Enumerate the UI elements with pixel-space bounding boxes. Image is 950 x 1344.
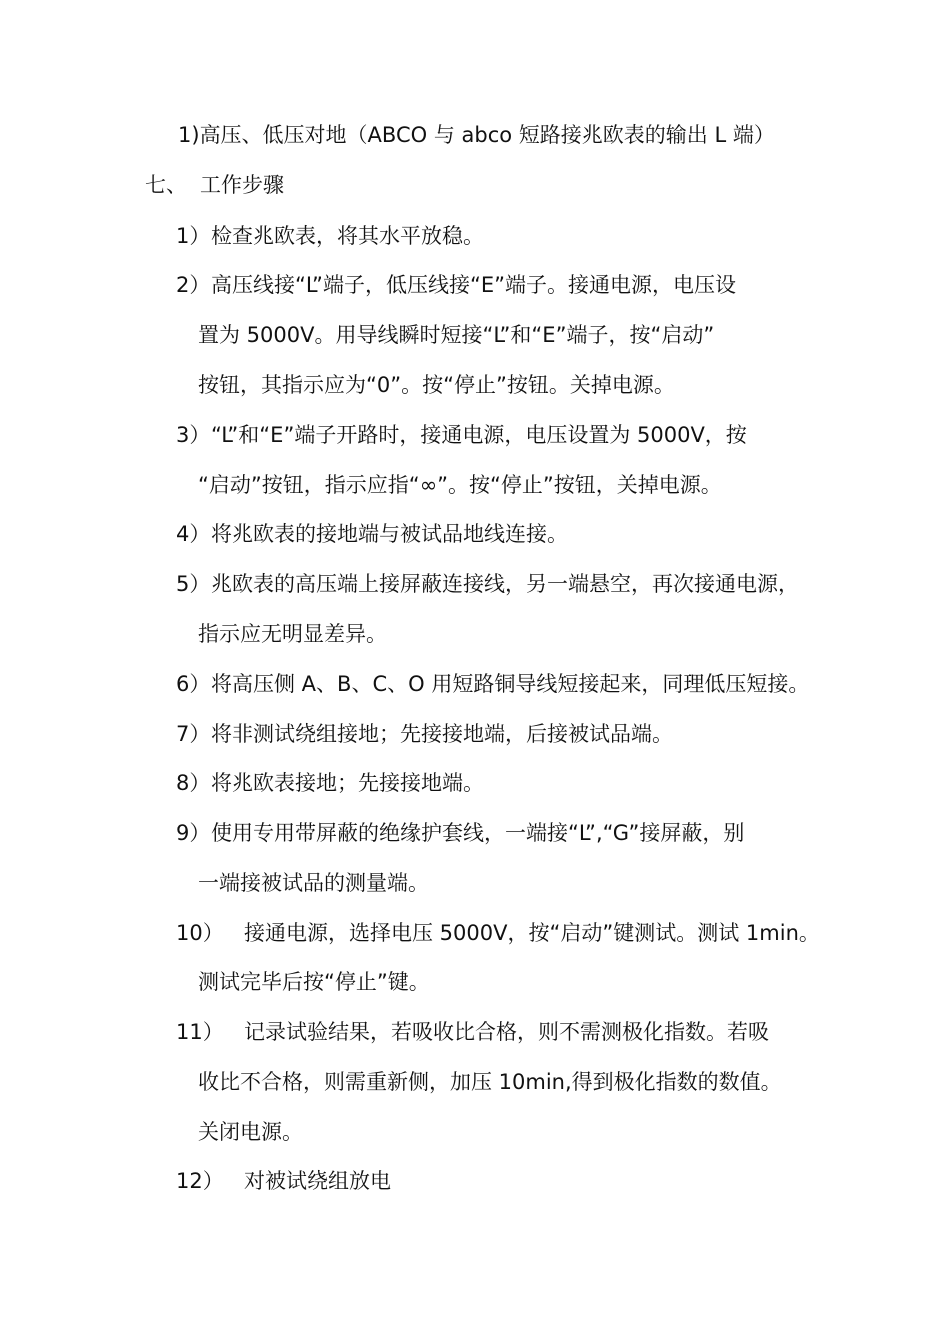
step-2-continuation: 置为 5000V。用导线瞬时短接“L”和“E”端子，按“启动” — [198, 323, 715, 347]
step-text: 将兆欧表接地；先接接地端。 — [211, 771, 484, 795]
step-5 — [176, 570, 799, 598]
step-number: 12） — [176, 1169, 224, 1193]
step-number: 8） — [176, 771, 211, 795]
step-text: 兆欧表的高压端上接屏蔽连接线，另一端悬空，再次接通电源， — [211, 572, 799, 596]
step-10 — [176, 919, 820, 947]
step-5-continuation: 指示应无明显差异。 — [198, 622, 387, 646]
step-12 — [176, 1167, 391, 1195]
step-number: 6） — [176, 672, 211, 696]
step-11-continuation: 关闭电源。 — [198, 1120, 303, 1144]
step-number: 10） — [176, 921, 224, 945]
step-text: 将高压侧 A、B、C、O 用短路铜导线短接起来，同理低压短接。 — [211, 672, 810, 696]
step-text: 检查兆欧表，将其水平放稳。 — [211, 224, 484, 248]
step-number: 7） — [176, 722, 211, 746]
intro-item — [178, 121, 775, 149]
step-9-continuation: 一端接被试品的测量端。 — [198, 871, 429, 895]
step-number: 4） — [176, 522, 211, 546]
step-text: 使用专用带屏蔽的绝缘护套线，一端接“L”,“G”接屏蔽，别 — [211, 821, 745, 845]
section-number: 七、 — [145, 173, 187, 197]
step-2 — [176, 271, 736, 299]
step-9 — [176, 819, 744, 847]
step-number: 1） — [176, 224, 211, 248]
step-text: 将兆欧表的接地端与被试品地线连接。 — [211, 522, 568, 546]
step-text: 对被试绕组放电 — [244, 1169, 391, 1193]
step-11-continuation: 收比不合格，则需重新侧，加压 10min,得到极化指数的数值。 — [198, 1070, 782, 1094]
step-text: 高压线接“L”端子，低压线接“E”端子。接通电源，电压设 — [211, 273, 736, 297]
step-2-continuation: 按钮，其指示应为“0”。按“停止”按钮。关掉电源。 — [198, 373, 675, 397]
step-8 — [176, 769, 484, 797]
step-7 — [176, 720, 673, 748]
step-4 — [176, 520, 568, 548]
step-number: 2） — [176, 273, 211, 297]
step-3-continuation: “启动”按钮，指示应指“∞”。按“停止”按钮，关掉电源。 — [198, 473, 722, 497]
step-number: 9） — [176, 821, 211, 845]
step-text: 接通电源，选择电压 5000V，按“启动”键测试。测试 1min。 — [244, 921, 820, 945]
step-11 — [176, 1018, 769, 1046]
step-number: 11） — [176, 1020, 224, 1044]
step-1 — [176, 222, 484, 250]
step-number: 3） — [176, 423, 211, 447]
intro-item-text: 高压、低压对地（ABCO 与 abco 短路接兆欧表的输出 L 端） — [199, 123, 775, 147]
intro-item-number: 1) — [178, 123, 200, 147]
section-title: 工作步骤 — [200, 173, 284, 197]
step-10-continuation: 测试完毕后按“停止”键。 — [198, 970, 430, 994]
step-text: 记录试验结果，若吸收比合格，则不需测极化指数。若吸 — [244, 1020, 769, 1044]
step-text: “L”和“E”端子开路时，接通电源，电压设置为 5000V，按 — [211, 423, 747, 447]
step-text: 将非测试绕组接地；先接接地端，后接被试品端。 — [211, 722, 673, 746]
step-6 — [176, 670, 809, 698]
step-3 — [176, 421, 747, 449]
step-number: 5） — [176, 572, 211, 596]
section-heading — [145, 171, 284, 199]
